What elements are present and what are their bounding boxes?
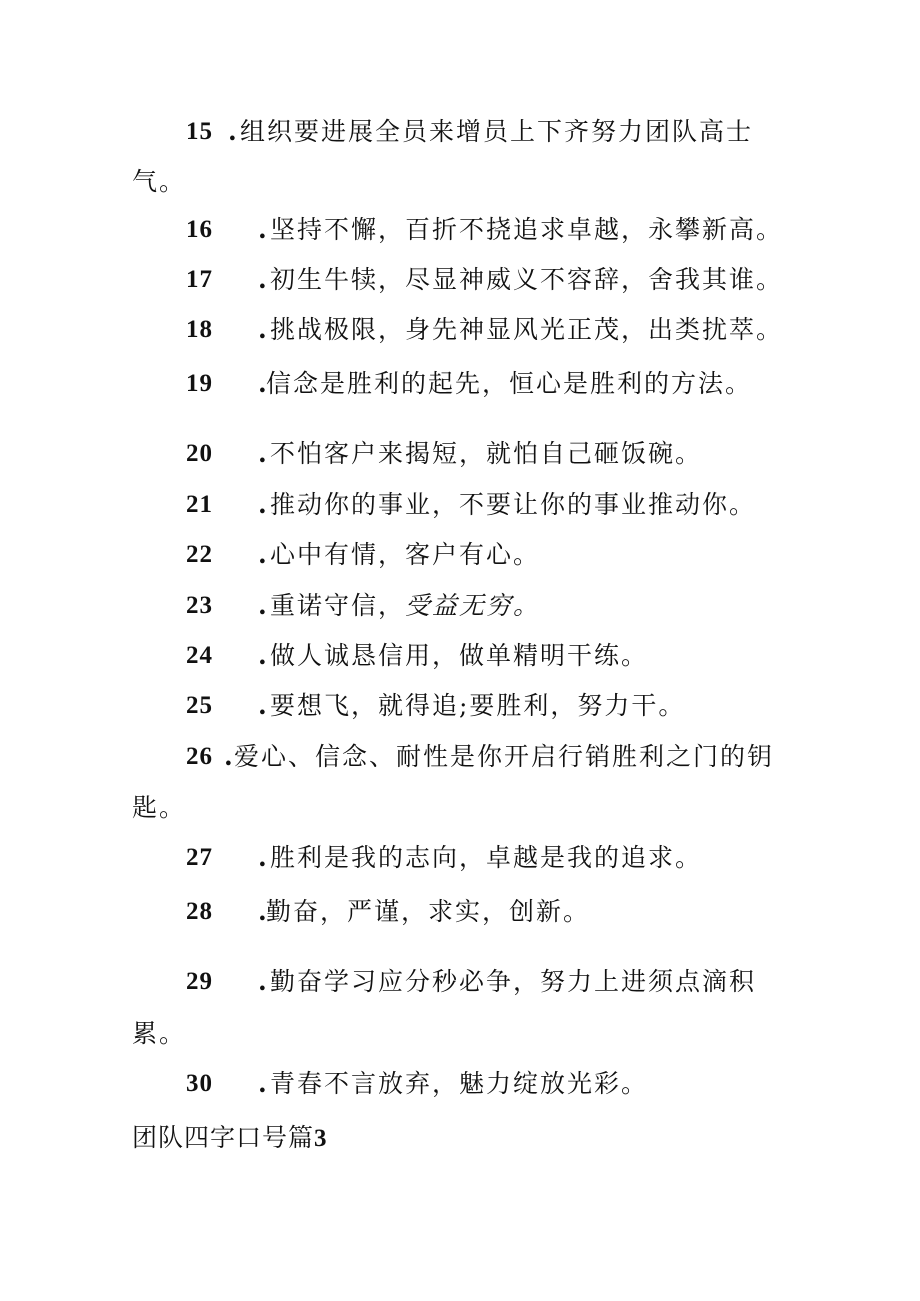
item-number: 27 xyxy=(186,844,213,871)
item-dot: . xyxy=(258,641,267,670)
item-number: 19 xyxy=(186,370,213,397)
item-number: 22 xyxy=(186,541,213,568)
item-text-italic: 受益无穷。 xyxy=(405,591,541,620)
item-dot: . xyxy=(224,742,233,771)
item-number: 17 xyxy=(186,266,213,293)
item-text: 组织要进展全员来增员上下齐努力团队高士 xyxy=(240,117,754,146)
item-dot: . xyxy=(258,369,267,398)
item-dot: . xyxy=(258,215,267,244)
item-number: 28 xyxy=(186,898,213,925)
item-number: 16 xyxy=(186,216,213,243)
section-heading-text: 团队四字口号篇 xyxy=(132,1123,315,1152)
item-dot: . xyxy=(258,439,267,468)
item-dot: . xyxy=(258,897,267,926)
item-text-plain: 重诺守信， xyxy=(270,591,406,620)
item-text: 青春不言放弃，魅力绽放光彩。 xyxy=(270,1069,649,1098)
item-number: 25 xyxy=(186,692,213,719)
item-dot: . xyxy=(258,540,267,569)
item-text: 要想飞，就得追;要胜利，努力干。 xyxy=(270,691,686,720)
item-dot: . xyxy=(258,967,267,996)
item-number: 23 xyxy=(186,592,213,619)
item-text: 勤奋学习应分秒必争，努力上进须点滴积 xyxy=(270,967,757,996)
item-text: 不怕客户来揭短，就怕自己砸饭碗。 xyxy=(270,439,703,468)
item-text: 坚持不懈，百折不挠追求卓越，永攀新高。 xyxy=(270,215,784,244)
item-dot: . xyxy=(258,315,267,344)
item-dot: . xyxy=(228,117,237,146)
item-text: 做人诚恳信用，做单精明干练。 xyxy=(270,641,649,670)
item-text: 勤奋，严谨，求实，创新。 xyxy=(266,897,591,926)
item-dot: . xyxy=(258,1069,267,1098)
section-heading-number: 3 xyxy=(314,1125,328,1152)
item-text-continuation: 气。 xyxy=(132,167,187,196)
item-text: 挑战极限，身先神显风光正茂，出类扰萃。 xyxy=(270,315,784,344)
item-dot: . xyxy=(258,265,267,294)
item-number: 20 xyxy=(186,440,213,467)
item-number: 24 xyxy=(186,642,213,669)
item-dot: . xyxy=(258,490,267,519)
item-text: 心中有情，客户有心。 xyxy=(270,540,541,569)
section-heading xyxy=(132,1122,328,1155)
item-number: 15 xyxy=(186,118,213,145)
item-text: 信念是胜利的起先，恒心是胜利的方法。 xyxy=(266,369,753,398)
item-text: 初生牛犊，尽显神威义不容辞，舍我其谁。 xyxy=(270,265,784,294)
item-text xyxy=(270,590,540,622)
item-number: 30 xyxy=(186,1070,213,1097)
item-text: 胜利是我的志向，卓越是我的追求。 xyxy=(270,843,703,872)
item-dot: . xyxy=(258,843,267,872)
item-number: 18 xyxy=(186,316,213,343)
item-number: 26 xyxy=(186,743,213,770)
item-text: 推动你的事业，不要让你的事业推动你。 xyxy=(270,490,757,519)
item-dot: . xyxy=(258,691,267,720)
item-number: 29 xyxy=(186,968,213,995)
item-dot: . xyxy=(258,591,267,620)
item-text-continuation: 匙。 xyxy=(132,793,187,822)
item-number: 21 xyxy=(186,491,213,518)
item-text-continuation: 累。 xyxy=(132,1019,187,1048)
item-text: 爱心、信念、耐性是你开启行销胜利之门的钥 xyxy=(234,742,775,771)
